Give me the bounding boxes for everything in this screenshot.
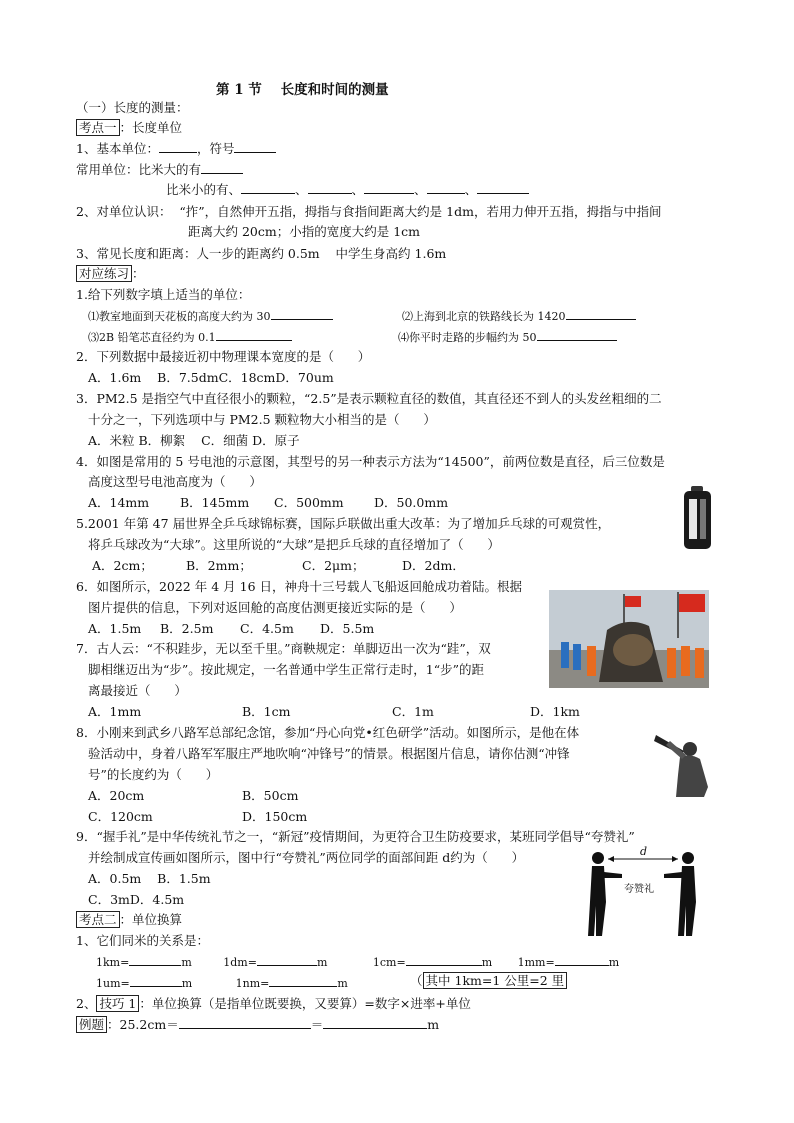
- blank[interactable]: [216, 328, 292, 341]
- example-b: ＝: [310, 1017, 324, 1032]
- kp1-line4b: [188, 223, 420, 241]
- kp1-line2-text: 常用单位：比米大的有: [76, 162, 202, 177]
- blank[interactable]: [566, 307, 636, 320]
- fig-d-label: d: [640, 846, 648, 858]
- kp2-line2: [76, 995, 471, 1013]
- greeting-figure: [584, 846, 706, 938]
- q9-stem2: [88, 849, 524, 867]
- q3-options: [88, 432, 300, 450]
- skill-tag: 技巧 1: [96, 995, 139, 1012]
- kp1-line5: [76, 245, 446, 263]
- example-a: ：25.2cm＝: [107, 1017, 179, 1032]
- q6-option-d[interactable]: D．5.5m: [320, 621, 375, 636]
- practice-tag: 对应练习: [76, 265, 132, 282]
- q1-d-text: ⑷你平时走路的步幅约为 50: [398, 331, 537, 344]
- blank[interactable]: [308, 181, 352, 194]
- q8-option-c[interactable]: C．120cm: [88, 809, 153, 824]
- label: 1mm=: [517, 956, 555, 969]
- blank[interactable]: [130, 974, 182, 987]
- blank[interactable]: [323, 1016, 427, 1029]
- kp2-line1-text: 1、它们同米的关系是：: [76, 933, 209, 948]
- q1-b-text: ⑵上海到北京的铁路线长为 1420: [402, 310, 566, 323]
- blank[interactable]: [427, 181, 465, 194]
- q2-options-text[interactable]: A．1.6m B．7.5dmC．18cmD．70um: [88, 370, 334, 385]
- kp1-line3-text: 比米小的有、: [166, 182, 242, 197]
- section-heading: [76, 99, 189, 117]
- q6-stem1: [76, 578, 522, 596]
- blank[interactable]: [129, 953, 181, 966]
- q4-option-d[interactable]: D．50.0mm: [374, 495, 449, 510]
- q1-d: [398, 328, 617, 347]
- unit: m: [316, 956, 328, 969]
- unit: m: [181, 956, 192, 969]
- q1-c-text: ⑶2B 铅笔芯直径约为 0.1: [88, 331, 216, 344]
- q9-stem1: [76, 828, 635, 846]
- practice-heading: 对应练习 ：: [76, 265, 145, 283]
- section-heading-text: （一）长度的测量：: [76, 100, 189, 115]
- q5-option-d[interactable]: D．2dm．: [402, 558, 465, 573]
- q8-option-b[interactable]: B．50cm: [242, 788, 299, 803]
- q1-stem-text: 1.给下列数字填上适当的单位：: [76, 287, 251, 302]
- blank[interactable]: [269, 974, 337, 987]
- q6-stem2: [88, 599, 462, 617]
- kp1-heading: [76, 119, 182, 137]
- kp2-row2: [96, 974, 348, 993]
- unit: m: [481, 956, 493, 969]
- q7-options: [88, 703, 580, 721]
- kp1-line4a: [76, 203, 661, 221]
- blank[interactable]: [234, 140, 276, 153]
- unit: m: [181, 977, 193, 990]
- q8-option-a[interactable]: A．20cm: [88, 788, 145, 803]
- q6-stem1-text: 6．如图所示，2022 年 4 月 16 日，神舟十三号载人飞船返回舱成功着陆。根据: [76, 579, 522, 594]
- example-c: m: [427, 1017, 440, 1032]
- bugler-figure: [654, 727, 718, 799]
- q7-option-c[interactable]: C．1m: [392, 704, 434, 719]
- conversion-note: （ 其中 1km=1 公里=2 里: [410, 972, 567, 990]
- q5-stem1: [76, 515, 610, 533]
- label: 1dm=: [223, 956, 257, 969]
- q3-stem1-text: 3．PM2.5 是指空气中直径很小的颗粒，“2.5”是表示颗粒直径的数值，其直径还不到人的头发丝粗细的二: [76, 391, 662, 406]
- example-tag: 例题: [76, 1016, 107, 1033]
- q8-stem2-text: 验活动中，身着八路军军服庄严地吹响“冲锋号”的情景。根据图片信息，请你估测“冲锋: [88, 746, 570, 761]
- q7-stem3: [88, 682, 187, 700]
- kp1-line5-text: 3、常见长度和距离：人一步的距离约 0.5m 中学生身高约 1.6m: [76, 246, 447, 261]
- q5-stem2-text: 将乒乓球改为“大球”。这里所说的“大球”是把乒乓球的直径增加了（ ）: [88, 537, 500, 552]
- blank[interactable]: [406, 953, 482, 966]
- q4-stem2: [88, 473, 262, 491]
- q8-stem3-text: 号”的长度约为（ ）: [88, 767, 219, 782]
- kp1-line2: [76, 161, 243, 179]
- q6-option-b[interactable]: B．2.5m: [160, 621, 214, 636]
- q9-options-row2: [88, 891, 184, 909]
- q7-option-b[interactable]: B．1cm: [242, 704, 291, 719]
- example-line: [76, 1016, 439, 1034]
- kp1-text: ：长度单位: [119, 120, 183, 135]
- q4-option-b[interactable]: B．145mm: [180, 495, 250, 510]
- q1-c: [88, 328, 292, 347]
- blank[interactable]: [241, 181, 295, 194]
- q9-options-row1-text[interactable]: A．0.5m B．1.5m: [88, 871, 211, 886]
- q5-option-c[interactable]: C．2μm；: [302, 558, 365, 573]
- q4-stem1-text: 4．如图是常用的 5 号电池的示意图，其型号的另一种表示方法为“14500”，前两位数是直径，后三位数是: [76, 454, 665, 469]
- q8-stem3: [88, 766, 218, 784]
- label: 1nm=: [235, 977, 270, 990]
- q8-options-row1: [88, 787, 298, 805]
- q2-stem-text: 2．下列数据中最接近初中物理课本宽度的是（ ）: [76, 349, 371, 364]
- kp2-row1: [96, 953, 619, 972]
- q7-stem1-text: 7．古人云：“不积跬步，无以至千里。”商鞅规定：单脚迈出一次为“跬”，双: [76, 641, 491, 656]
- capsule-photo: [549, 590, 709, 688]
- q8-stem1: [76, 724, 579, 742]
- q6-option-a[interactable]: A．1.5m: [88, 621, 142, 636]
- conversion-note-text: 其中 1km=1 公里=2 里: [423, 972, 568, 989]
- q8-stem2: [88, 745, 570, 763]
- q2-stem: [76, 348, 370, 366]
- q9-stem2-text: 并绘制成宣传画如图所示，图中行“夸赞礼”两位同学的面部间距 d约为（ ）: [88, 850, 525, 865]
- kp1-line1-a: 1、基本单位：: [76, 141, 159, 156]
- q5-options: [92, 557, 465, 575]
- q2-options: [88, 369, 334, 387]
- q1-a: [88, 307, 333, 326]
- q4-option-c[interactable]: C．500mm: [274, 495, 344, 510]
- capsule-photo-art: [549, 590, 709, 688]
- kp2-line1: [76, 932, 209, 950]
- q6-stem2-text: 图片提供的信息，下列对返回舱的高度估测更接近实际的是（ ）: [88, 600, 462, 615]
- q3-stem2-text: 十分之一，下列选项中与 PM2.5 颗粒物大小相当的是（ ）: [88, 412, 436, 427]
- q3-stem2: [88, 411, 436, 429]
- q7-option-a[interactable]: A．1mm: [88, 704, 142, 719]
- q8-stem1-text: 8．小刚来到武乡八路军总部纪念馆，参加“丹心向党•红色研学”活动。如图所示，是他在体: [76, 725, 580, 740]
- blank[interactable]: [537, 328, 617, 341]
- label: 1km=: [96, 956, 130, 969]
- blank[interactable]: [179, 1016, 311, 1029]
- kp2-line2-num: 2、: [76, 996, 97, 1011]
- q7-stem3-text: 离最接近（ ）: [88, 683, 187, 698]
- q8-option-d[interactable]: D．150cm: [242, 809, 308, 824]
- q4-options: [88, 494, 448, 512]
- q1-a-text: ⑴教室地面到天花板的高度大约为 30: [88, 310, 271, 323]
- blank[interactable]: [201, 161, 243, 174]
- kp1-tag: 考点一: [76, 119, 120, 136]
- kp2-text: ：单位换算: [119, 912, 183, 927]
- q5-option-b[interactable]: B．2mm；: [186, 558, 252, 573]
- kp2-heading: [76, 911, 182, 929]
- unit: m: [337, 977, 348, 990]
- q6-options: [88, 620, 374, 638]
- page-title: 第 1 节 长度和时间的测量: [216, 82, 389, 98]
- label: 1um=: [96, 977, 130, 990]
- q5-stem2: [88, 536, 500, 554]
- kp2-tag: 考点二: [76, 911, 120, 928]
- q9-options-row2-text[interactable]: C．3mD．4.5m: [88, 892, 185, 907]
- q9-stem1-text: 9．“握手礼”是中华传统礼节之一，“新冠”疫情期间，为更符合卫生防疫要求，某班同学倡导“夸赞礼”: [76, 829, 635, 844]
- blank[interactable]: [477, 181, 529, 194]
- q7-stem2-text: 脚相继迈出为“步”。按此规定，一名普通中学生正常行走时，1“步”的距: [88, 662, 485, 677]
- q5-option-a[interactable]: A．2cm；: [92, 558, 153, 573]
- kp1-line1: [76, 140, 276, 158]
- bugler-silhouette-icon: [654, 727, 718, 799]
- q4-stem1: [76, 453, 665, 471]
- q7-stem1: [76, 640, 491, 658]
- blank[interactable]: [257, 953, 317, 966]
- q1-b: [402, 307, 636, 326]
- battery-figure: [680, 485, 716, 551]
- kp1-line4a-text: 2、对单位认识： “拃”，自然伸开五指，拇指与食指间距离大约是 1dm，若用力伸开五指，拇指与中指间: [76, 204, 662, 219]
- q7-stem2: [88, 661, 484, 679]
- blank[interactable]: [271, 307, 333, 320]
- kp1-line3: 比米小的有、 、 、 、 、: [166, 181, 529, 199]
- kp2-line2-text: ：单位换算（是指单位既要换，又要算）=数字×进率+单位: [139, 996, 471, 1011]
- q3-stem1: [76, 390, 662, 408]
- kp1-line4b-text: 距离大约 20cm；小指的宽度大约是 1cm: [188, 224, 421, 239]
- q4-option-a[interactable]: A．14mm: [88, 495, 150, 510]
- q8-options-row2: [88, 808, 307, 826]
- fig-caption: 夸赞礼: [624, 884, 654, 895]
- q6-option-c[interactable]: C．4.5m: [240, 621, 294, 636]
- q5-stem1-text: 5.2001 年第 47 届世界全乒乓球锦标赛，国际乒联做出重大改革：为了增加乒乓球的可观赏性，: [76, 516, 611, 531]
- q4-stem2-text: 高度这型号电池高度为（ ）: [88, 474, 262, 489]
- q7-option-d[interactable]: D．1km: [530, 704, 580, 719]
- kp1-line1-b: ，符号: [196, 141, 235, 156]
- battery-icon: [680, 485, 716, 551]
- unit: m: [608, 956, 620, 969]
- blank[interactable]: [364, 181, 414, 194]
- q1-stem: [76, 286, 250, 304]
- q9-options-row1: [88, 870, 211, 888]
- blank[interactable]: [159, 140, 197, 153]
- q3-options-text[interactable]: A．米粒 B．柳絮 C．细菌 D．原子: [88, 433, 300, 448]
- blank[interactable]: [555, 953, 609, 966]
- label: 1cm=: [372, 956, 406, 969]
